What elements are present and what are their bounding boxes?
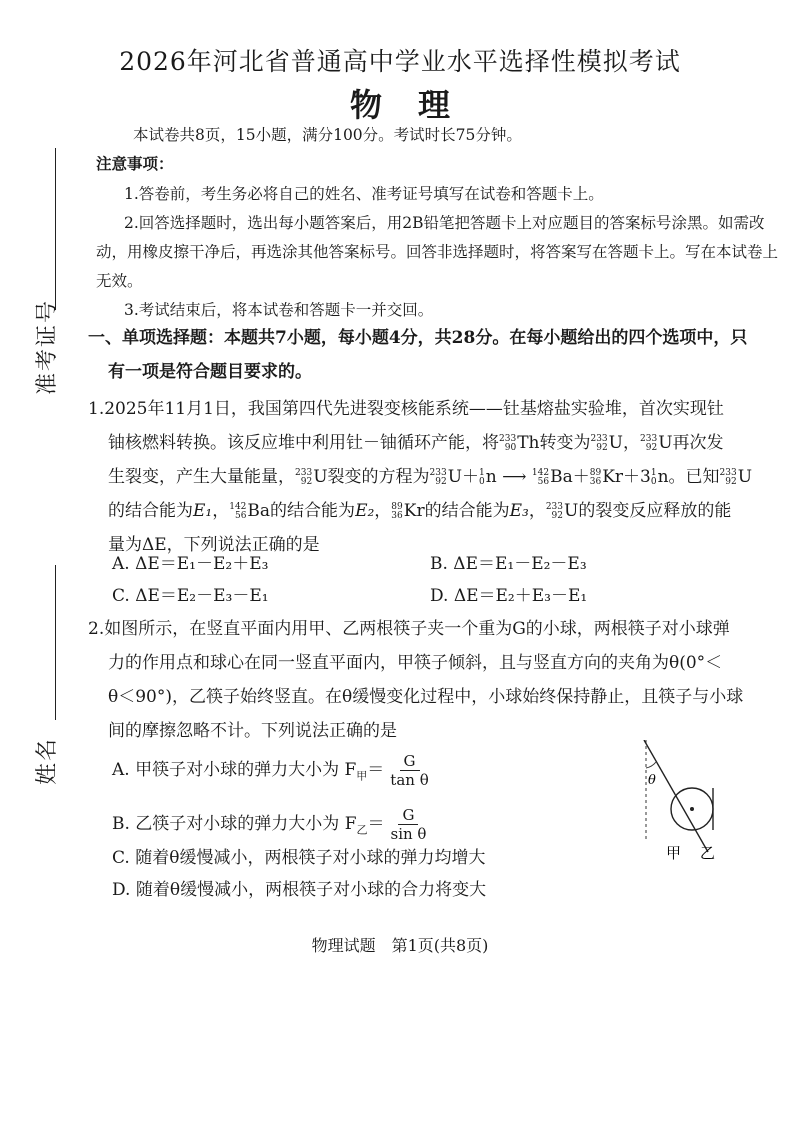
section-heading-line-1: 一、单项选择题：本题共7小题，每小题4分，共28分。在每小题给出的四个选项中，只: [88, 328, 748, 348]
nuclide-kr: 89 36: [589, 468, 602, 487]
ball-center: [690, 807, 694, 811]
q2-option-b[interactable]: B. 乙筷子对小球的弹力大小为 $F_乙=$ $\frac{G}{\text{sin θ}}$: [112, 806, 430, 843]
q1-line-5: 量为ΔE，下列说法正确的是: [108, 535, 320, 555]
q2-line-2: 力的作用点和球心在同一竖直平面内，甲筷子倾斜，且与竖直方向的夹角为θ(0°＜: [108, 653, 723, 673]
q2-line-3: θ＜90°)，乙筷子始终竖直。在θ缓慢变化过程中，小球始终保持静止，且筷子与小球: [108, 687, 744, 707]
subject-title: 物理: [349, 86, 486, 124]
exam-title: 2026年河北省普通高中学业水平选择性模拟考试: [119, 47, 681, 76]
q2-option-d[interactable]: D. 随着θ缓慢减小，两根筷子对小球的合力将变大: [112, 880, 487, 900]
nuclide-u: 233 92: [640, 434, 658, 453]
nuclide-kr: 89 36: [391, 502, 403, 521]
angle-arc: [646, 762, 656, 768]
nuclide-u: 233 92: [590, 434, 608, 453]
notice-item-1: 1.答卷前，考生务必将自己的姓名、准考证号填写在试卷和答题卡上。: [124, 185, 604, 203]
q1-text: 铀核燃料转换。该反应堆中利用钍－铀循环产能，将: [108, 433, 499, 453]
nuclide-n: 1 0: [650, 468, 657, 487]
chopsticks-figure: [636, 740, 726, 865]
notice-item-3: 3.考试结束后，将本试卷和答题卡一并交回。: [124, 301, 434, 319]
q1-option-d[interactable]: D. ΔE＝E₂＋E₃－E₁: [430, 586, 588, 606]
q1-option-a[interactable]: A. ΔE＝E₁－E₂＋E₃: [112, 554, 269, 574]
q1-option-b[interactable]: B. ΔE＝E₁－E₂－E₃: [430, 554, 587, 574]
question-1: [88, 392, 753, 562]
notice-heading: 注意事项：: [96, 154, 174, 173]
q2-option-c[interactable]: C. 随着θ缓慢减小，两根筷子对小球的弹力均增大: [112, 848, 486, 868]
nuclide-ba: 142 56: [229, 502, 247, 521]
q2-line-1: 2.如图所示，在竖直平面内用甲、乙两根筷子夹一个重为G的小球，两根筷子对小球弹: [88, 619, 730, 639]
notice-item-2-line-1: 2.回答选择题时，选出每小题答案后，用2B铅笔把答题卡上对应题目的答案标号涂黑。如需改: [124, 214, 765, 232]
exam-info: 本试卷共8页，15小题，满分100分。考试时长75分钟。: [133, 126, 522, 144]
nuclide-u: 233 92: [429, 468, 447, 487]
fraction-a: $\frac{G}{\text{tan θ}}$: [390, 752, 429, 789]
q1-line-2: 铀核燃料转换。该反应堆中利用钍－铀循环产能，将 233 90 Th转变为 233 92 U， 233 92 U再次发: [88, 426, 728, 460]
notice-item-2-line-3: 无效。: [96, 272, 143, 290]
section-heading-line-2: 有一项是符合题目要求的。: [108, 362, 312, 382]
fraction-b: $\frac{G}{\text{sin θ}}$: [390, 806, 427, 843]
notice-item-2-line-2: 动，用橡皮擦干净后，再选涂其他答案标号。回答非选择题时，将答案写在答题卡上。写在本试卷上: [96, 243, 779, 261]
q1-option-c[interactable]: C. ΔE＝E₂－E₃－E₁: [112, 586, 269, 606]
page-footer: 物理试题 第1页(共8页): [311, 936, 489, 955]
question-2: [88, 612, 744, 748]
nuclide-u: 233 92: [295, 468, 313, 487]
q1-line-1: 1.2025年11月1日，我国第四代先进裂变核能系统——钍基熔盐实验堆，首次实现钍: [88, 399, 724, 419]
exam-id-line: [55, 148, 56, 310]
q1-line-3: 生裂变，产生大量能量， 233 92 U裂变的方程为 233 92 U＋ 1 0 n ⟶ 142 56 Ba＋ 89 36 Kr＋3 1 0 n。已知 233 92 U: [88, 460, 728, 494]
name-line: [55, 565, 56, 720]
nuclide-u: 233 92: [719, 468, 737, 487]
yi-label: 乙: [700, 844, 716, 862]
jia-label: 甲: [666, 844, 682, 862]
nuclide-th: 233 90: [499, 434, 517, 453]
q1-line-4: 的结合能为E₁， 142 56 Ba的结合能为E₂， 89 36 Kr的结合能为E₃， 233 92 U的裂变反应释放的能: [88, 494, 728, 528]
name-label: 姓名: [35, 736, 60, 785]
q2-line-4: 间的摩擦忽略不计。下列说法正确的是: [108, 721, 397, 741]
nuclide-n: 1 0: [479, 468, 485, 487]
nuclide-ba: 142 56: [531, 468, 550, 487]
q2-option-a[interactable]: A. 甲筷子对小球的弹力大小为 $F_甲=$ $\frac{G}{\text{tan θ}}$: [112, 752, 433, 789]
theta-label: θ: [648, 773, 656, 788]
exam-id-label: 准考证号: [35, 298, 60, 395]
nuclide-u: 233 92: [545, 502, 563, 521]
